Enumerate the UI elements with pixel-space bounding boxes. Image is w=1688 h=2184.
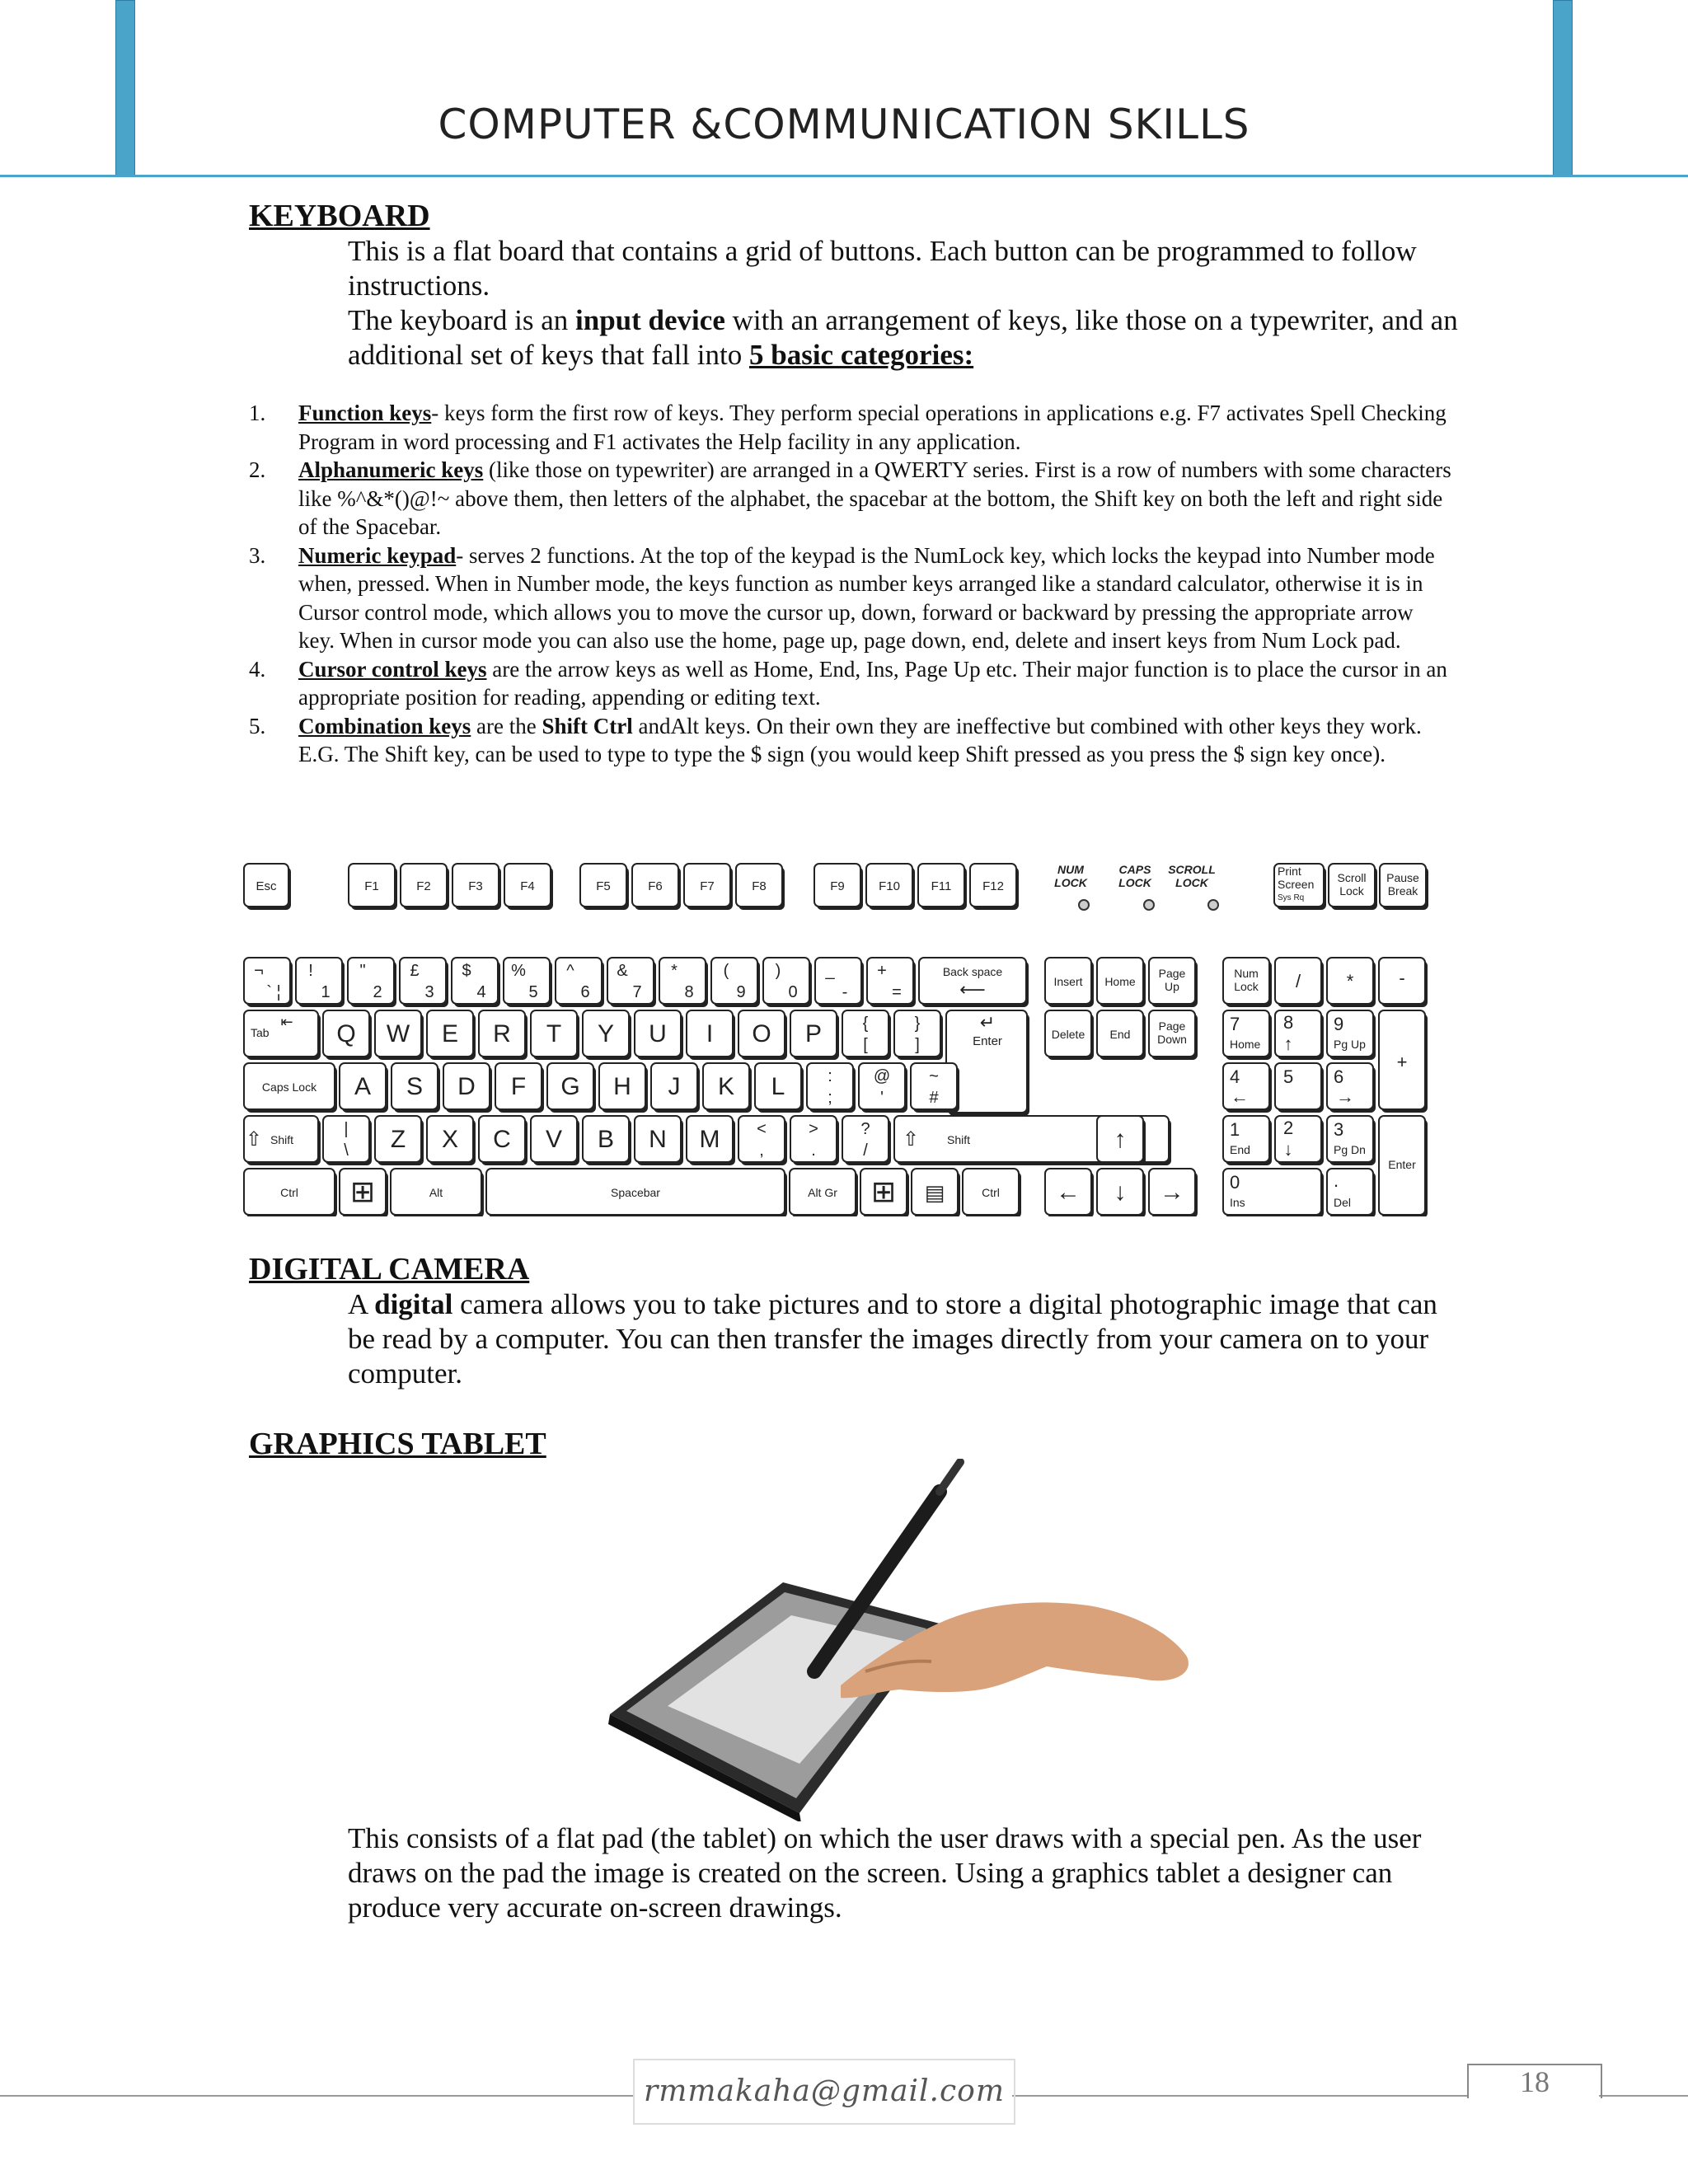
list-text: are the (471, 713, 542, 738)
key-label-caps: Caps Lock (261, 1080, 317, 1094)
key-label-f2: F2 (416, 879, 431, 893)
key-label-top: ^ (566, 962, 574, 980)
key-label-bottom: ' (880, 1089, 884, 1107)
key-label-f6: F6 (648, 879, 663, 893)
header-bar-left (115, 0, 135, 176)
key-label-bottom: \ (344, 1141, 349, 1160)
key-label-f5: F5 (596, 879, 611, 893)
key-label-bottom: 6 (580, 983, 590, 1001)
list-text: andAlt keys. On their own they are ineffective but combined with other keys they work. E.G. The Shift key, can be used to type to type the $ sign (you would keep Shift pressed as you press the $ sign key once). (298, 713, 1422, 766)
key-label-dot: . (1334, 1170, 1339, 1191)
key-label-f10: F10 (879, 879, 900, 893)
key-label-top: & (617, 962, 628, 980)
list-term: Numeric keypad (298, 542, 457, 568)
key-label-letter: Y (597, 1020, 615, 1047)
intro-text: with an arrangement of keys, like those on a typewriter, and an additional set of keys that fall into (348, 304, 1458, 371)
num-lock-indicator: LOCK (1054, 876, 1087, 889)
arrow-left-icon: ← (1056, 1179, 1081, 1206)
key-label-8: 8 (1283, 1012, 1294, 1033)
tablet-paragraph (348, 1821, 1469, 1925)
list-item (249, 712, 1452, 769)
key-label-pgdn: Page (1158, 1019, 1186, 1033)
key-label-bottom: 7 (632, 983, 642, 1001)
keyboard-heading: KEYBOARD (249, 199, 430, 233)
list-term: Function keys (298, 401, 432, 425)
list-item (249, 399, 1452, 456)
key-label-letter: S (406, 1073, 424, 1100)
key-label-plus: + (1396, 1052, 1408, 1072)
key-label-bottom: 4 (476, 983, 486, 1001)
footer-rule-mid (1012, 2095, 1467, 2097)
key-label-tab: Tab (251, 1026, 270, 1039)
key-number (815, 958, 864, 1007)
camera-text: A (348, 1288, 375, 1320)
list-item (249, 541, 1452, 655)
key-label-6: 6 (1334, 1066, 1344, 1087)
list-term: Alphanumeric keys (298, 457, 484, 482)
key-label-del: Del (1334, 1196, 1352, 1209)
key-label-top: ! (308, 962, 313, 980)
tablet-text: This consists of a flat pad (the tablet) on which the user draws with a special pen. As the user draws on the pad the image is created on the screen. Using a graphics tablet a designer can produce very accurate on-screen drawings. (348, 1822, 1422, 1924)
key-label-bottom: 5 (528, 983, 538, 1001)
key-label-4: 4 (1230, 1066, 1240, 1087)
key-label-letter: U (649, 1020, 667, 1047)
key-label-f1: F1 (364, 879, 379, 893)
camera-heading: DIGITAL CAMERA (249, 1252, 530, 1286)
windows-icon: ⊞ (870, 1174, 897, 1208)
footer-rule-right (1599, 2095, 1688, 2097)
key-label-bottom: 0 (788, 983, 798, 1001)
tablet-illustration (593, 1459, 1203, 1821)
key-label-top: > (809, 1120, 818, 1138)
list-item (249, 655, 1452, 712)
key-label-letter: D (457, 1073, 476, 1100)
key-label-bottom: 8 (684, 983, 694, 1001)
indicator-light (1079, 900, 1089, 910)
list-term: Combination keys (298, 713, 471, 738)
key-label-letter: R (493, 1020, 511, 1047)
tablet-heading: GRAPHICS TABLET (249, 1427, 546, 1461)
arrow-down-icon: ↓ (1114, 1179, 1127, 1206)
key-label-bottom: , (759, 1141, 764, 1160)
key-label-letter: Q (336, 1020, 356, 1047)
key-label-bottom: [ (863, 1036, 868, 1054)
key-label-sysrq: Sys Rq (1278, 893, 1305, 902)
key-label-top: | (344, 1120, 349, 1138)
key-label-pgup: Up (1165, 980, 1179, 993)
key-label-2: 2 (1283, 1118, 1294, 1138)
arrow-right-icon: → (1160, 1179, 1184, 1206)
list-item (249, 456, 1452, 541)
key-label-top: { (862, 1015, 869, 1033)
scroll-lock-indicator: SCROLL (1168, 863, 1216, 876)
key-label-bottom: = (892, 983, 902, 1001)
categories-label: 5 basic categories: (748, 339, 974, 371)
shift-icon: ⇧ (245, 1128, 263, 1151)
key-label-letter: F (510, 1073, 527, 1100)
backspace-icon: ⟵ (959, 979, 986, 1000)
key-label-scroll: Scroll (1337, 871, 1367, 884)
key-label-top: ( (723, 962, 729, 980)
indicator-light (1208, 900, 1218, 910)
key-label-top: £ (410, 962, 420, 980)
list-bold: Shift Ctrl (542, 713, 633, 738)
key-label-top: @ (873, 1067, 891, 1085)
key-label-3: 3 (1334, 1119, 1344, 1140)
header-rule (0, 175, 1688, 177)
key-label-space: Spacebar (611, 1186, 660, 1199)
list-text: are the arrow keys as well as Home, End, Ins, Page Up etc. Their major function is to place the cursor in an appropriate position for reading, appending or editing text. (298, 656, 1447, 710)
key-label-bottom: / (863, 1141, 868, 1160)
key-label-enter: Enter (1388, 1158, 1416, 1171)
key-label-f8: F8 (752, 879, 767, 893)
key-label-top: : (828, 1067, 832, 1085)
key-label-letter: M (699, 1126, 720, 1153)
key-label-bottom: ` ¦ (266, 983, 281, 1001)
key-label-pgdn: Pg Dn (1334, 1143, 1366, 1156)
header-bar-right (1553, 0, 1573, 176)
key-label-letter: C (493, 1126, 511, 1153)
list-text: - keys form the first row of keys. They perform special operations in applications e.g. F7 activates Spell Checking Program in word processing and F1 activates the Help facility in any application. (298, 401, 1447, 454)
key-label-top: ~ (929, 1067, 939, 1085)
key-label-7: 7 (1230, 1014, 1240, 1034)
key-label-9: 9 (1334, 1014, 1344, 1034)
key-num-2 (1275, 1116, 1324, 1165)
list-text: - serves 2 functions. At the top of the keypad is the NumLock key, which locks the keypad into Number mode when, pressed. When in Number mode, the keys function as number keys arranged like a standard calculator, otherwise it is in Cursor control mode, which allows you to move the cursor up, down, forward or backward by pressing the appropriate arrow key. When in cursor mode you can also use the home, page up, page down, end, delete and insert keys from Num Lock pad. (298, 542, 1435, 653)
footer-rule-left (0, 2095, 633, 2097)
key-label-top: + (877, 962, 887, 980)
key-label-divide: / (1295, 971, 1301, 991)
num-lock-indicator: NUM (1057, 863, 1084, 876)
key-label-enter: Enter (973, 1034, 1002, 1048)
key-label-top: ? (860, 1120, 870, 1138)
key-label-esc: Esc (256, 879, 277, 893)
camera-paragraph (348, 1287, 1469, 1391)
key-label-pgdn: Down (1157, 1033, 1187, 1046)
key-label-f9: F9 (830, 879, 845, 893)
arrow-up-icon: ↑ (1283, 1033, 1293, 1054)
key-label-home: Home (1104, 975, 1136, 988)
key-label-letter: J (668, 1073, 681, 1100)
key-label-bottom: 2 (373, 983, 382, 1001)
key-num-5 (1275, 1063, 1324, 1113)
key-label-top: ) (775, 962, 781, 980)
key-label-pause: Break (1387, 884, 1418, 898)
arrow-right-icon: → (1336, 1086, 1354, 1107)
key-label-top: ¬ (254, 962, 264, 980)
key-label-pgup: Page (1158, 967, 1186, 980)
key-label-shift: Shift (946, 1133, 971, 1146)
key-label-bottom: . (811, 1141, 816, 1160)
key-label-letter: E (441, 1020, 459, 1047)
list-number: 4. (249, 656, 266, 682)
key-label-bottom: 9 (736, 983, 746, 1001)
key-label-pgup: Pg Up (1334, 1038, 1366, 1051)
key-label-letter: B (597, 1126, 615, 1153)
key-label-top: " (359, 962, 366, 980)
key-label-bottom: ; (828, 1089, 832, 1107)
key-label-end: End (1109, 1028, 1131, 1041)
key-label-delete: Delete (1051, 1028, 1085, 1041)
key-label-letter: H (613, 1073, 631, 1100)
key-label-letter: O (752, 1020, 771, 1047)
key-label-letter: Z (390, 1126, 406, 1153)
intro-bold: input device (575, 304, 725, 336)
key-label-print: Print (1278, 865, 1301, 878)
key-label-1: 1 (1230, 1119, 1240, 1140)
key-label-end: End (1230, 1143, 1250, 1156)
key-label-f4: F4 (520, 879, 535, 893)
page-header-title: COMPUTER &COMMUNICATION SKILLS (438, 101, 1250, 148)
key-label-letter: K (717, 1073, 735, 1100)
shift-icon: ⇧ (902, 1128, 920, 1151)
keyboard-illustration (237, 854, 1441, 1216)
key-label-letter: W (386, 1020, 410, 1047)
key-label-home: Home (1230, 1038, 1261, 1051)
indicator-light (1144, 900, 1154, 910)
key-label-ins: Ins (1230, 1196, 1245, 1209)
key-label-insert: Insert (1053, 975, 1083, 988)
caps-lock-indicator: LOCK (1118, 876, 1151, 889)
key-label-bottom: ] (915, 1036, 920, 1054)
key-label-letter: P (804, 1020, 823, 1047)
key-label-backspace: Back space (942, 965, 1003, 978)
list-text: (like those on typewriter) are arranged in a QWERTY series. First is a row of numbers with some characters like %^&*()@!~ above them, then letters of the alphabet, the spacebar at the bottom, the Shift key on both the left and right side of the Spacebar. (298, 457, 1451, 539)
graphics-tablet-image (593, 1459, 1203, 1821)
keyboard-intro-1: This is a flat board that contains a grid of buttons. Each button can be programmed to follow instructions. (348, 235, 1417, 302)
key-label-numlock: Num (1234, 967, 1259, 980)
enter-icon: ↵ (979, 1012, 996, 1033)
scroll-lock-indicator: LOCK (1175, 876, 1208, 889)
key-label-top: * (671, 962, 678, 980)
key-label-bottom: # (929, 1089, 939, 1107)
key-label-letter: G (560, 1073, 580, 1100)
key-categories-list (249, 399, 1452, 769)
list-term: Cursor control keys (298, 656, 487, 682)
camera-bold: digital (374, 1288, 453, 1320)
key-label-f7: F7 (700, 879, 715, 893)
tab-icon: ⇤ (280, 1014, 293, 1030)
key-label-letter: T (546, 1020, 562, 1047)
key-label-letter: N (649, 1126, 667, 1153)
arrow-left-icon: ← (1231, 1086, 1249, 1107)
key-label-f11: F11 (931, 879, 952, 893)
key-label-letter: V (545, 1126, 563, 1153)
key-label-alt: Alt (429, 1186, 443, 1199)
key-label-pause: Pause (1386, 871, 1419, 884)
key-label-bottom: - (842, 983, 848, 1001)
key-label-altgr: Alt Gr (808, 1186, 837, 1199)
key-label-ctrl: Ctrl (280, 1186, 298, 1199)
key-label-0: 0 (1230, 1172, 1240, 1193)
menu-icon: ▤ (924, 1180, 945, 1205)
key-label-print: Screen (1278, 878, 1315, 891)
key-label-5: 5 (1283, 1066, 1294, 1087)
key-label-scroll: Lock (1339, 884, 1364, 898)
key-label-top: _ (825, 962, 835, 980)
keyboard-intro (348, 234, 1469, 373)
list-number: 5. (249, 713, 266, 738)
key-label-multiply: * (1346, 971, 1354, 991)
key-label-top: $ (462, 962, 471, 980)
footer-email: rmmakaha@gmail.com (633, 2059, 1015, 2125)
key-label-top: } (914, 1015, 921, 1033)
key-label-bottom: 3 (424, 983, 434, 1001)
list-number: 2. (249, 457, 266, 482)
key-label-letter: L (771, 1073, 785, 1100)
key-label-top: < (757, 1120, 767, 1138)
key-num-8 (1275, 1010, 1324, 1060)
key-label-bottom: 1 (321, 983, 331, 1001)
key-label-letter: A (354, 1073, 372, 1100)
list-number: 1. (249, 401, 266, 425)
caps-lock-indicator: CAPS (1118, 863, 1151, 876)
key-label-f12: F12 (982, 879, 1004, 893)
arrow-up-icon: ↑ (1114, 1126, 1127, 1153)
key-label-minus: - (1399, 968, 1405, 988)
camera-text: camera allows you to take pictures and to store a digital photographic image that can be read by a computer. You can then transfer the images directly from your camera on to your computer. (348, 1288, 1437, 1390)
page-number: 18 (1467, 2064, 1602, 2098)
keyboard-diagram (237, 854, 1441, 1216)
key-label-letter: I (706, 1020, 714, 1047)
windows-icon: ⊞ (349, 1174, 376, 1208)
key-label-letter: X (441, 1126, 459, 1153)
intro-text: The keyboard is an (348, 304, 576, 336)
key-label-f3: F3 (468, 879, 483, 893)
key-label-ctrl: Ctrl (982, 1186, 1000, 1199)
key-label-shift: Shift (270, 1133, 294, 1146)
list-number: 3. (249, 542, 266, 568)
key-label-top: % (511, 962, 526, 980)
keyboard-intro-2 (348, 303, 1469, 373)
arrow-down-icon: ↓ (1283, 1139, 1293, 1160)
key-label-numlock: Lock (1234, 980, 1259, 993)
